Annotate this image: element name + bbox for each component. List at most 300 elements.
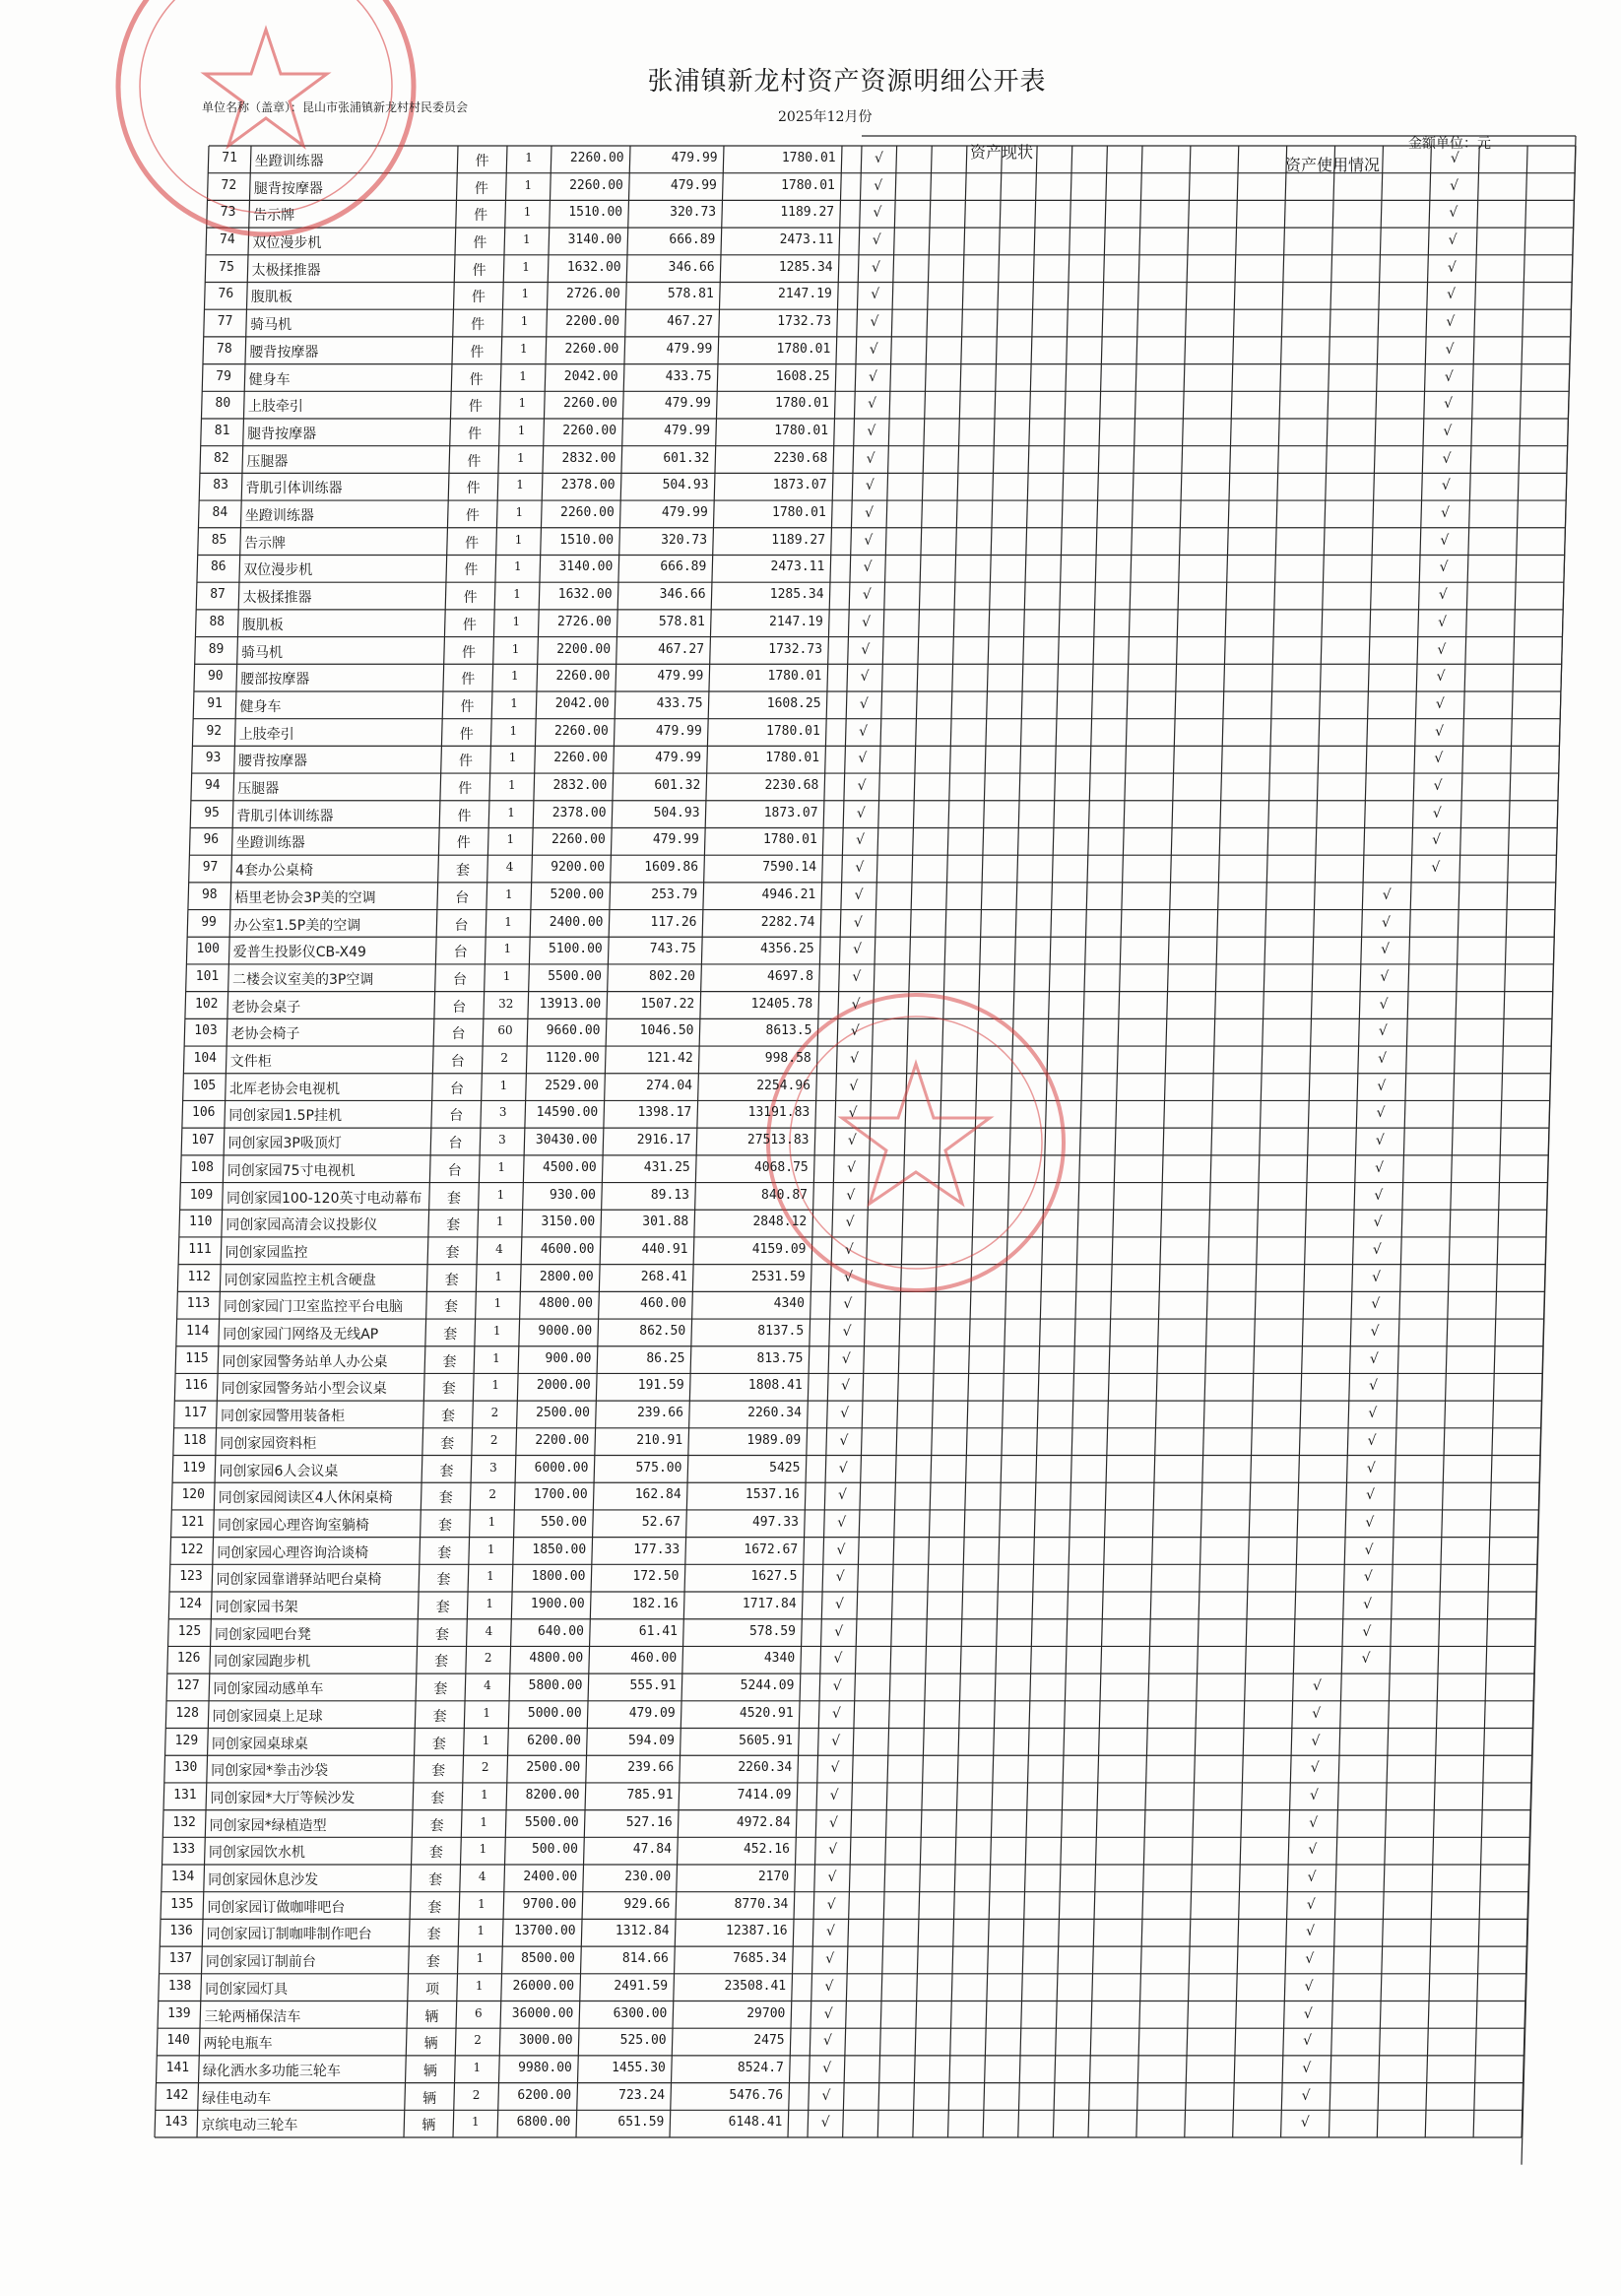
status-check-mark: √: [839, 1432, 849, 1449]
status-check-mark: √: [838, 1487, 847, 1504]
original-value: 3140.00: [558, 559, 614, 575]
status-check-mark: √: [857, 778, 867, 795]
usage-check-mark: √: [1446, 314, 1456, 331]
usage-check-mark: √: [1308, 1842, 1318, 1859]
usage-check-mark: √: [1311, 1733, 1321, 1749]
asset-quantity: 1: [515, 505, 524, 520]
net-value: 4946.21: [761, 886, 816, 902]
usage-check-mark: √: [1307, 1870, 1317, 1885]
asset-unit: 套: [443, 1299, 458, 1316]
asset-quantity: 1: [514, 532, 523, 547]
asset-name: 同创家园1.5P挂机: [228, 1108, 342, 1125]
original-value: 2042.00: [554, 695, 610, 711]
original-value: 6800.00: [516, 2115, 571, 2131]
row-number: 84: [212, 505, 228, 521]
original-value: 13913.00: [539, 996, 602, 1012]
depreciation: 1507.22: [640, 996, 695, 1012]
asset-unit: 件: [456, 835, 471, 852]
row-number: 72: [221, 177, 237, 193]
row-number: 124: [178, 1597, 202, 1612]
usage-check-mark: √: [1434, 751, 1444, 767]
usage-check-mark: √: [1362, 1623, 1372, 1640]
status-check-mark: √: [841, 1378, 850, 1395]
row-number: 93: [205, 751, 222, 766]
column-line: [1473, 146, 1527, 2137]
original-value: 2042.00: [563, 368, 618, 384]
asset-quantity: 1: [494, 1269, 503, 1283]
asset-quantity: 4: [505, 860, 514, 875]
net-value: 1189.27: [780, 205, 835, 221]
usage-check-mark: √: [1302, 2060, 1312, 2076]
depreciation: 89.13: [650, 1187, 689, 1203]
depreciation: 467.27: [667, 314, 714, 330]
original-value: 2832.00: [561, 450, 616, 466]
row-number: 90: [207, 669, 224, 685]
usage-check-mark: √: [1441, 505, 1451, 522]
depreciation: 479.99: [655, 723, 702, 739]
row-number: 103: [194, 1023, 218, 1039]
usage-check-mark: √: [1432, 805, 1442, 821]
usage-check-mark: √: [1374, 1187, 1384, 1204]
row-number: 87: [210, 587, 226, 603]
status-check-mark: √: [866, 450, 875, 467]
net-value: 5425: [769, 1460, 801, 1476]
net-value: 4340: [763, 1651, 796, 1667]
asset-name: 腹肌板: [250, 290, 292, 306]
depreciation: 467.27: [658, 641, 705, 657]
depreciation: 479.99: [664, 396, 711, 412]
usage-check-mark: √: [1431, 860, 1441, 877]
usage-check-mark: √: [1375, 1159, 1385, 1176]
original-value: 2400.00: [523, 1870, 578, 1884]
usage-check-mark: √: [1305, 1951, 1315, 1968]
net-value: 7590.14: [762, 860, 817, 876]
net-value: 4972.84: [736, 1814, 791, 1830]
asset-quantity: 2: [474, 2033, 482, 2048]
asset-quantity: 1: [483, 1705, 490, 1720]
usage-check-mark: √: [1435, 723, 1445, 740]
original-value: 930.00: [550, 1187, 596, 1203]
asset-quantity: 1: [486, 1597, 493, 1611]
original-value: 2726.00: [566, 287, 620, 302]
depreciation: 431.25: [643, 1159, 690, 1175]
asset-unit: 台: [451, 1026, 466, 1043]
asset-unit: 件: [459, 726, 474, 743]
depreciation: 177.33: [633, 1542, 681, 1557]
asset-unit: 台: [450, 1054, 465, 1071]
row-number: 136: [169, 1924, 193, 1939]
asset-quantity: 1: [506, 832, 515, 847]
original-value: 3140.00: [567, 232, 622, 248]
row-number: 102: [195, 996, 219, 1012]
status-check-mark: √: [874, 151, 883, 166]
status-check-mark: √: [863, 559, 873, 576]
original-value: 1800.00: [531, 1569, 586, 1585]
usage-check-mark: √: [1303, 2005, 1313, 2022]
depreciation: 320.73: [661, 532, 708, 548]
status-check-mark: √: [838, 1460, 848, 1476]
asset-name: 同创家园灯具: [205, 1981, 289, 1998]
depreciation: 666.89: [660, 559, 707, 575]
asset-quantity: 2: [488, 1487, 497, 1502]
original-value: 2500.00: [536, 1406, 590, 1421]
asset-quantity: 1: [473, 2060, 482, 2074]
asset-unit: 套: [428, 1845, 443, 1862]
asset-quantity: 1: [520, 314, 529, 329]
asset-quantity: 1: [507, 778, 516, 793]
report-period: 2025年12月份: [778, 109, 873, 125]
status-check-mark: √: [847, 1159, 856, 1176]
net-value: 4159.09: [751, 1241, 807, 1257]
original-value: 2260.00: [562, 423, 617, 438]
usage-check-mark: √: [1363, 1597, 1373, 1613]
asset-name: 同创家园高清会议投影仪: [226, 1217, 378, 1234]
net-value: 1873.07: [772, 478, 827, 493]
net-value: 23508.41: [724, 1978, 787, 1994]
asset-quantity: 1: [479, 1842, 487, 1857]
net-value: 1189.27: [771, 532, 826, 548]
asset-name: 上肢牵引: [238, 726, 294, 743]
column-line: [1136, 146, 1191, 2137]
original-value: 640.00: [537, 1623, 584, 1639]
row-number: 101: [195, 968, 220, 984]
net-value: 1717.84: [742, 1597, 797, 1612]
status-check-mark: √: [840, 1406, 850, 1422]
asset-name: 腰部按摩器: [240, 672, 310, 689]
depreciation: 479.99: [655, 751, 702, 766]
depreciation: 86.25: [646, 1350, 685, 1366]
original-value: 2260.00: [563, 396, 617, 412]
depreciation: 121.42: [646, 1051, 693, 1067]
original-value: 2260.00: [555, 669, 611, 685]
net-value: 1780.01: [765, 751, 820, 766]
usage-check-mark: √: [1369, 1378, 1379, 1395]
original-value: 2500.00: [526, 1760, 581, 1776]
asset-quantity: 1: [504, 886, 513, 901]
depreciation: 601.32: [654, 778, 701, 794]
usage-check-mark: √: [1437, 641, 1447, 658]
depreciation: 743.75: [649, 942, 696, 957]
asset-name: 同创家园6人会议桌: [219, 1463, 339, 1479]
status-check-mark: √: [874, 177, 883, 194]
asset-unit: 件: [463, 590, 478, 607]
asset-quantity: 1: [475, 1978, 484, 1993]
status-check-mark: √: [872, 232, 881, 249]
asset-unit: 套: [439, 1463, 454, 1479]
asset-unit: 件: [469, 371, 484, 388]
asset-unit: 件: [468, 399, 483, 416]
status-check-mark: √: [851, 996, 861, 1013]
row-number: 99: [201, 914, 217, 930]
usage-check-mark: √: [1371, 1296, 1381, 1313]
original-value: 2378.00: [560, 478, 616, 493]
asset-name: 告示牌: [253, 208, 295, 225]
status-check-mark: √: [832, 1705, 841, 1722]
column-line: [1425, 146, 1479, 2137]
asset-quantity: 1: [517, 423, 526, 437]
depreciation: 601.32: [663, 450, 710, 466]
asset-name: 同创家园100-120英寸电动幕布: [226, 1190, 422, 1207]
row-number: 88: [209, 614, 226, 629]
unit-name-line: 单位名称（盖章）：昆山市张浦镇新龙村村民委员会: [202, 100, 469, 114]
usage-check-mark: √: [1381, 942, 1391, 958]
asset-unit: 件: [473, 235, 487, 252]
net-value: 813.75: [756, 1350, 804, 1366]
asset-name: 同创家园*拳击沙袋: [211, 1763, 329, 1780]
asset-name: 同创家园饮水机: [208, 1845, 305, 1862]
asset-quantity: 1: [503, 942, 512, 956]
depreciation: 479.99: [666, 341, 713, 357]
original-value: 8500.00: [521, 1951, 575, 1967]
original-value: 2800.00: [539, 1269, 594, 1284]
row-number: 77: [217, 314, 233, 330]
depreciation: 433.75: [656, 695, 703, 711]
usage-check-mark: √: [1364, 1542, 1374, 1558]
asset-name: 背肌引体训练器: [245, 481, 343, 497]
original-value: 2260.00: [553, 751, 609, 766]
row-number: 100: [196, 942, 220, 957]
column-line: [877, 146, 932, 2137]
status-check-mark: √: [828, 1842, 838, 1859]
asset-quantity: 1: [509, 723, 518, 738]
asset-unit: 件: [461, 672, 476, 689]
net-value: 12405.78: [750, 996, 813, 1012]
usage-check-mark: √: [1447, 259, 1457, 276]
original-value: 13700.00: [514, 1924, 576, 1939]
asset-name: 腿背按摩器: [247, 426, 317, 442]
depreciation: 578.81: [667, 287, 714, 302]
status-check-mark: √: [856, 805, 866, 821]
asset-quantity: 1: [520, 341, 528, 356]
original-value: 3150.00: [541, 1214, 596, 1230]
row-number: 109: [189, 1187, 214, 1203]
asset-unit: 件: [462, 644, 477, 661]
asset-name: 同创家园警务站单人办公桌: [222, 1353, 388, 1370]
net-value: 1780.01: [776, 341, 831, 357]
depreciation: 504.93: [653, 805, 700, 820]
asset-unit: 套: [442, 1353, 457, 1370]
usage-check-mark: √: [1378, 1051, 1388, 1068]
row-number: 104: [193, 1051, 217, 1067]
asset-unit: 台: [449, 1108, 464, 1125]
row-number: 91: [207, 695, 223, 711]
asset-name: 同创家园订做咖啡吧台: [207, 1899, 346, 1916]
depreciation: 52.67: [641, 1514, 681, 1530]
row-number: 122: [179, 1542, 204, 1557]
official-seal-top-left: [118, 0, 414, 234]
asset-quantity: 1: [481, 1787, 488, 1802]
asset-unit: 件: [460, 698, 475, 715]
column-line: [1522, 146, 1576, 2137]
asset-unit: 套: [446, 1190, 461, 1207]
row-number: 140: [166, 2033, 190, 2049]
usage-check-mark: √: [1377, 1078, 1387, 1094]
asset-unit: 辆: [423, 2036, 438, 2053]
asset-status-header: 资产现状: [970, 143, 1034, 162]
row-number: 125: [177, 1623, 202, 1639]
depreciation: 346.66: [659, 587, 706, 603]
asset-unit: 台: [448, 1136, 463, 1152]
asset-unit: 件: [462, 617, 477, 633]
usage-check-mark: √: [1438, 614, 1448, 630]
net-value: 1732.73: [777, 314, 832, 330]
original-value: 2000.00: [536, 1378, 591, 1394]
original-value: 2260.00: [569, 177, 623, 193]
usage-check-mark: √: [1433, 778, 1443, 795]
asset-unit: 套: [432, 1708, 447, 1725]
usage-check-mark: √: [1366, 1460, 1376, 1476]
row-number: 114: [185, 1324, 210, 1340]
original-value: 2260.00: [551, 832, 606, 848]
asset-unit: 套: [437, 1544, 452, 1561]
status-check-mark: √: [826, 1896, 836, 1913]
status-check-mark: √: [844, 1269, 853, 1285]
depreciation: 460.00: [640, 1296, 686, 1312]
asset-name: 4套办公桌椅: [235, 863, 313, 880]
asset-unit: 件: [467, 453, 482, 470]
row-number: 81: [214, 423, 230, 438]
asset-quantity: 3: [498, 1133, 506, 1148]
net-value: 497.33: [751, 1514, 799, 1530]
asset-name: 老协会桌子: [231, 999, 301, 1016]
asset-quantity: 1: [495, 1214, 504, 1229]
usage-check-mark: √: [1312, 1678, 1322, 1695]
depreciation: 239.66: [636, 1406, 683, 1421]
asset-quantity: 3: [489, 1460, 497, 1475]
depreciation: 929.66: [623, 1896, 671, 1912]
usage-check-mark: √: [1450, 177, 1459, 194]
row-number: 76: [218, 287, 234, 302]
usage-check-mark: √: [1363, 1569, 1373, 1586]
net-value: 7414.09: [737, 1787, 792, 1803]
net-value: 998.58: [764, 1051, 811, 1067]
depreciation: 479.99: [670, 177, 717, 193]
net-value: 5476.76: [729, 2087, 784, 2103]
row-number: 141: [165, 2060, 190, 2075]
status-check-mark: √: [830, 1760, 840, 1777]
asset-quantity: 1: [510, 669, 519, 684]
original-value: 2260.00: [569, 151, 624, 165]
asset-unit: 件: [465, 508, 480, 525]
status-check-mark: √: [821, 2087, 831, 2104]
asset-unit: 件: [466, 481, 481, 497]
status-check-mark: √: [834, 1623, 844, 1640]
asset-quantity: 1: [502, 968, 511, 983]
row-number: 131: [173, 1787, 197, 1803]
asset-name: 同创家园监控主机含硬盘: [224, 1272, 376, 1288]
status-check-mark: √: [862, 587, 872, 604]
depreciation: 479.09: [628, 1705, 676, 1721]
row-number: 143: [164, 2115, 188, 2131]
row-number: 106: [192, 1105, 216, 1121]
depreciation: 274.04: [646, 1078, 692, 1093]
column-line: [1233, 146, 1287, 2137]
asset-unit: 件: [471, 317, 486, 334]
row-number: 107: [191, 1133, 215, 1148]
asset-unit: 辆: [421, 2118, 436, 2134]
asset-unit: 件: [457, 808, 472, 824]
net-value: 1608.25: [775, 368, 830, 384]
status-check-mark: √: [835, 1597, 844, 1613]
asset-name: 同创家园桌球桌: [211, 1736, 308, 1752]
row-number: 120: [181, 1487, 205, 1503]
status-check-mark: √: [824, 1978, 834, 1995]
asset-quantity: 1: [524, 177, 533, 192]
asset-name: 双位漫步机: [243, 562, 313, 579]
asset-quantity: 1: [491, 1378, 500, 1393]
usage-check-mark: √: [1448, 232, 1458, 249]
net-value: 1627.5: [750, 1569, 798, 1585]
row-number: 138: [167, 1978, 192, 1994]
row-number: 121: [180, 1514, 205, 1530]
net-value: 5605.91: [739, 1733, 793, 1748]
row-number: 86: [210, 559, 227, 575]
status-check-mark: √: [829, 1814, 838, 1831]
net-value: 1780.01: [781, 177, 835, 193]
depreciation: 1398.17: [637, 1105, 692, 1121]
row-number: 73: [220, 205, 236, 221]
asset-unit: 件: [468, 426, 483, 442]
asset-quantity: 1: [487, 1514, 496, 1529]
original-value: 9700.00: [522, 1896, 577, 1912]
usage-check-mark: √: [1449, 205, 1459, 222]
status-check-mark: √: [845, 1214, 855, 1231]
net-value: 2230.68: [764, 778, 819, 794]
asset-quantity: 32: [498, 996, 514, 1011]
asset-name: 同创家园阅读区4人休闲桌椅: [218, 1490, 393, 1507]
depreciation: 6300.00: [613, 2005, 668, 2021]
asset-name: 同创家园订制前台: [205, 1954, 316, 1971]
depreciation: 479.99: [664, 423, 711, 438]
asset-name: 同创家园订制咖啡制作吧台: [206, 1927, 372, 1943]
net-value: 1873.07: [763, 805, 818, 820]
row-number: 89: [208, 641, 225, 657]
row-number: 135: [170, 1896, 194, 1912]
net-value: 13191.83: [747, 1105, 810, 1121]
row-number: 71: [222, 151, 237, 165]
original-value: 6200.00: [527, 1733, 581, 1748]
asset-quantity: 1: [522, 259, 530, 274]
original-value: 1632.00: [566, 259, 621, 275]
asset-name: 坐蹬训练器: [244, 508, 314, 525]
asset-quantity: 1: [512, 614, 521, 628]
asset-unit: 套: [440, 1409, 455, 1425]
asset-unit: 台: [455, 889, 470, 906]
net-value: 8613.5: [765, 1023, 812, 1039]
status-check-mark: √: [850, 1023, 860, 1040]
status-check-mark: √: [854, 886, 864, 903]
depreciation: 504.93: [662, 478, 709, 493]
depreciation: 61.41: [638, 1623, 678, 1639]
row-number: 85: [211, 532, 227, 548]
asset-name: 腰背按摩器: [249, 344, 319, 361]
status-check-mark: √: [858, 751, 868, 767]
net-value: 2475: [753, 2033, 785, 2049]
status-check-mark: √: [867, 423, 876, 439]
depreciation: 1046.50: [639, 1023, 694, 1039]
status-check-mark: √: [835, 1569, 845, 1586]
asset-name: 同创家园门网络及无线AP: [223, 1327, 379, 1344]
depreciation: 117.26: [650, 914, 697, 930]
original-value: 1120.00: [545, 1051, 600, 1067]
usage-check-mark: √: [1378, 1023, 1388, 1040]
row-number: 115: [185, 1350, 209, 1366]
asset-unit: 台: [454, 917, 469, 934]
asset-unit: 套: [428, 1872, 443, 1888]
column-line: [1185, 146, 1239, 2137]
depreciation: 320.73: [670, 205, 717, 221]
depreciation: 666.89: [669, 232, 716, 248]
